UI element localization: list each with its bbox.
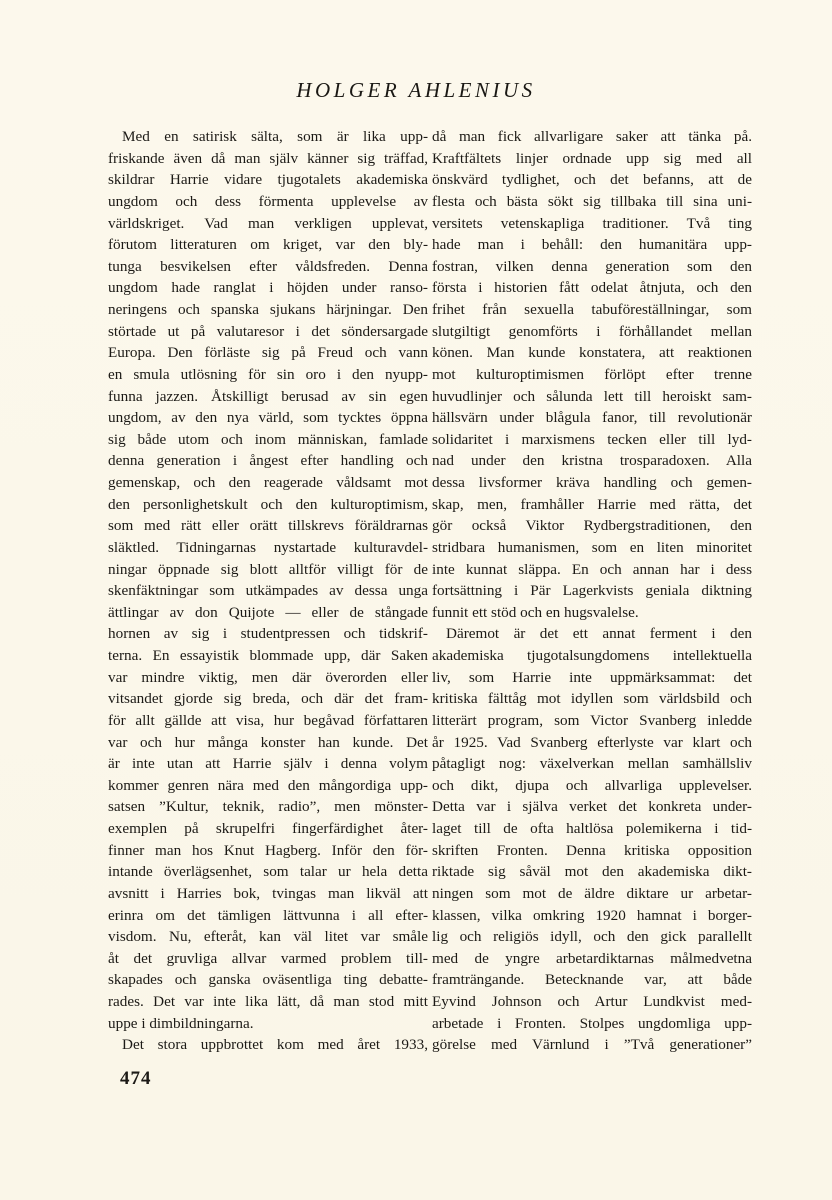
text-line: störtade ut på valutaresor i det söndersargade <box>108 322 428 340</box>
text-line: frihet från sexuella tabuföreställningar, som <box>432 301 752 318</box>
text-line: med de yngre arbetardiktarnas målmedvetna <box>432 949 752 967</box>
text-line: versitets vetenskapliga traditioner. Två ting <box>432 214 752 232</box>
text-line: lig och religiös idyll, och den gick parallellt <box>432 928 752 946</box>
text-line: fostran, vilken denna generation som den <box>432 257 752 275</box>
text-line: litterärt program, som Victor Svanberg inledde <box>432 711 752 729</box>
text-line: gemenskap, och den reagerade våldsamt mot <box>108 474 428 491</box>
text-line: fortsättning i Pär Lagerkvists geniala diktning <box>432 582 752 600</box>
text-line: den personlighetskult och den kulturoptimism, <box>108 495 428 513</box>
text-line: skapades och ganska oväsentliga ting debatte- <box>108 971 428 989</box>
text-line: Det stora uppbrottet kom med året 1933, <box>122 1036 428 1054</box>
text-line: skenfäktningar som utkämpades av dessa unga <box>108 582 428 600</box>
text-line: exemplen på skrupelfri fingerfärdighet åter- <box>108 820 428 837</box>
text-line: funna jazzen. Åtskilligt berusad av sin egen <box>108 387 428 405</box>
text-line: nad under den kristna trosparadoxen. Alla <box>432 452 752 470</box>
text-line: solidaritet i marxismens tecken eller till lyd- <box>432 430 752 448</box>
text-line: som med rätt eller orätt tillskrevs föräldrarnas <box>108 517 428 535</box>
text-line: ningar öppnade sig blott alltför villigt för de <box>108 560 428 578</box>
text-line: Kraftfältets linjer ordnade upp sig med all <box>432 149 752 167</box>
text-line: önskvärd tydlighet, och det befanns, att de <box>432 171 752 189</box>
text-line: är inte utan att Harrie själv i denna volym <box>108 755 428 773</box>
text-line: terna. En essayistik blommade upp, där Saken <box>108 647 428 664</box>
text-line: liv, som Harrie inte uppmärksammat: det <box>432 668 752 686</box>
text-line: akademiska tjugotalsungdomens intellektuella <box>432 647 752 664</box>
text-line: kommer genren nära med den mångordiga upp- <box>108 776 428 794</box>
text-line: denna generation i ångest efter handling och <box>108 452 428 470</box>
text-line: intande överlägsenhet, som talar ur hela detta <box>108 863 428 881</box>
text-line: vitsandet gjorde sig breda, och där det fram- <box>108 690 428 708</box>
text-line: avsnitt i Harries bok, tvingas man likväl att <box>108 884 428 902</box>
text-line: var och hur många konster han kunde. Det <box>108 733 428 751</box>
text-line: finner man hos Knut Hagberg. Inför den för- <box>108 841 428 859</box>
text-line: och dikt, djupa och allvarliga upplevelser. <box>432 776 752 794</box>
text-line: världskriget. Vad man verkligen upplevat, <box>108 214 428 232</box>
text-line: skildrar Harrie vidare tjugotalets akademiska <box>108 171 428 189</box>
text-line: Eyvind Johnson och Artur Lundkvist med- <box>432 993 752 1010</box>
text-line: sig både utom och inom människan, famlade <box>108 430 428 448</box>
text-line: ungdom och dess förmenta upplevelse av <box>108 192 428 210</box>
text-line: visdom. Nu, efteråt, kan väl litet var småle <box>108 928 428 946</box>
right-text-column <box>432 126 752 1056</box>
text-line: inte kunnat släppa. En och annan har i dess <box>432 560 752 578</box>
text-line: Däremot är det ett annat ferment i den <box>446 625 752 643</box>
page-number: 474 <box>120 1068 152 1089</box>
text-line: åt det gruvliga allvar varmed problem till- <box>108 949 428 967</box>
text-line: ungdom, av den nya värld, som tycktes öppna <box>108 409 428 427</box>
text-line: laget till de ofta haltlösa polemikerna i tid- <box>432 820 752 837</box>
text-line: rades. Det var inte lika lätt, då man stod mitt <box>108 993 428 1010</box>
text-line: Detta var i själva verket det konkreta under- <box>432 798 752 816</box>
text-line: Europa. Den förläste sig på Freud och vann <box>108 344 428 362</box>
text-line: erinra om det tämligen lättvunna i all efter- <box>108 906 428 924</box>
text-line: funnit ett stöd och en hugsvalelse. <box>432 603 639 621</box>
text-line: tunga besvikelsen efter våldsfreden. Denna <box>108 257 428 275</box>
text-line: första i historien fått odelat åtnjuta, och den <box>432 279 752 297</box>
text-line: riktade sig såväl mot den akademiska dikt- <box>432 863 752 881</box>
text-line: förutom litteraturen om kriget, var den bly- <box>108 236 428 254</box>
text-line: huvudlinjer och sålunda lett till heroiskt sam- <box>432 387 752 405</box>
text-line: hornen av sig i studentpressen och tidskrif- <box>108 625 428 643</box>
text-line: friskande även då man själv känner sig träffad, <box>108 149 428 167</box>
left-text-column <box>108 126 428 1056</box>
text-line: släktled. Tidningarnas nystartade kulturavdel- <box>108 538 428 556</box>
text-line: klassen, vilka omkring 1920 hamnat i borger- <box>432 906 752 924</box>
text-line: uppe i dimbildningarna. <box>108 1014 254 1032</box>
text-line: könen. Man kunde konstatera, att reaktionen <box>432 344 752 362</box>
text-line: slutgiltigt genomförts i förhållandet mellan <box>432 322 752 340</box>
text-line: flesta och bästa sökt sig tillbaka till sina uni- <box>432 192 752 210</box>
text-line: en smula utlösning för sin oro i den nyupp- <box>108 365 428 383</box>
text-line: då man fick allvarligare saker att tänka på. <box>432 128 752 145</box>
text-line: mot kulturoptimismen förlöpt efter trenne <box>432 365 752 383</box>
text-line: görelse med Värnlund i ”Två generationer” <box>432 1036 752 1054</box>
text-line: var mindre viktig, men där överorden eller <box>108 668 428 686</box>
text-line: påtagligt nog: växelverkan mellan samhällsliv <box>432 755 752 773</box>
text-line: för allt gällde att visa, hur begåvad författaren <box>108 711 428 729</box>
text-line: ungdom hade ranglat i höjden under ranso- <box>108 279 428 297</box>
text-line: neringens och spanska sjukans härjningar. Den <box>108 301 428 318</box>
text-line: Med en satirisk sälta, som är lika upp- <box>122 128 428 145</box>
text-line: hällsvärn under blågula fanor, till revolutionär <box>432 409 752 427</box>
text-line: kritiska fälttåg mot idyllen som världsbild och <box>432 690 752 708</box>
text-line: år 1925. Vad Svanberg efterlyste var klart och <box>432 733 752 751</box>
text-line: framträngande. Betecknande var, att både <box>432 971 752 989</box>
text-line: gör också Viktor Rydbergstraditionen, den <box>432 517 752 535</box>
text-line: hade man i behåll: den humanitära upp- <box>432 236 752 254</box>
text-line: ningen som mot de äldre diktare ur arbetar- <box>432 884 752 902</box>
text-line: satsen ”Kultur, teknik, radio”, men mönster- <box>108 798 428 816</box>
text-line: skap, men, framhåller Harrie med rätta, det <box>432 495 752 513</box>
text-line: dessa livsformer kräva handling och gemen- <box>432 474 752 491</box>
text-line: ättlingar av don Quijote — eller de stångade <box>108 603 428 621</box>
running-head: HOLGER AHLENIUS <box>296 78 536 102</box>
text-line: arbetade i Fronten. Stolpes ungdomliga upp- <box>432 1014 752 1032</box>
text-line: skriften Fronten. Denna kritiska opposition <box>432 841 752 859</box>
text-line: stridbara humanismen, som en liten minoritet <box>432 538 752 556</box>
